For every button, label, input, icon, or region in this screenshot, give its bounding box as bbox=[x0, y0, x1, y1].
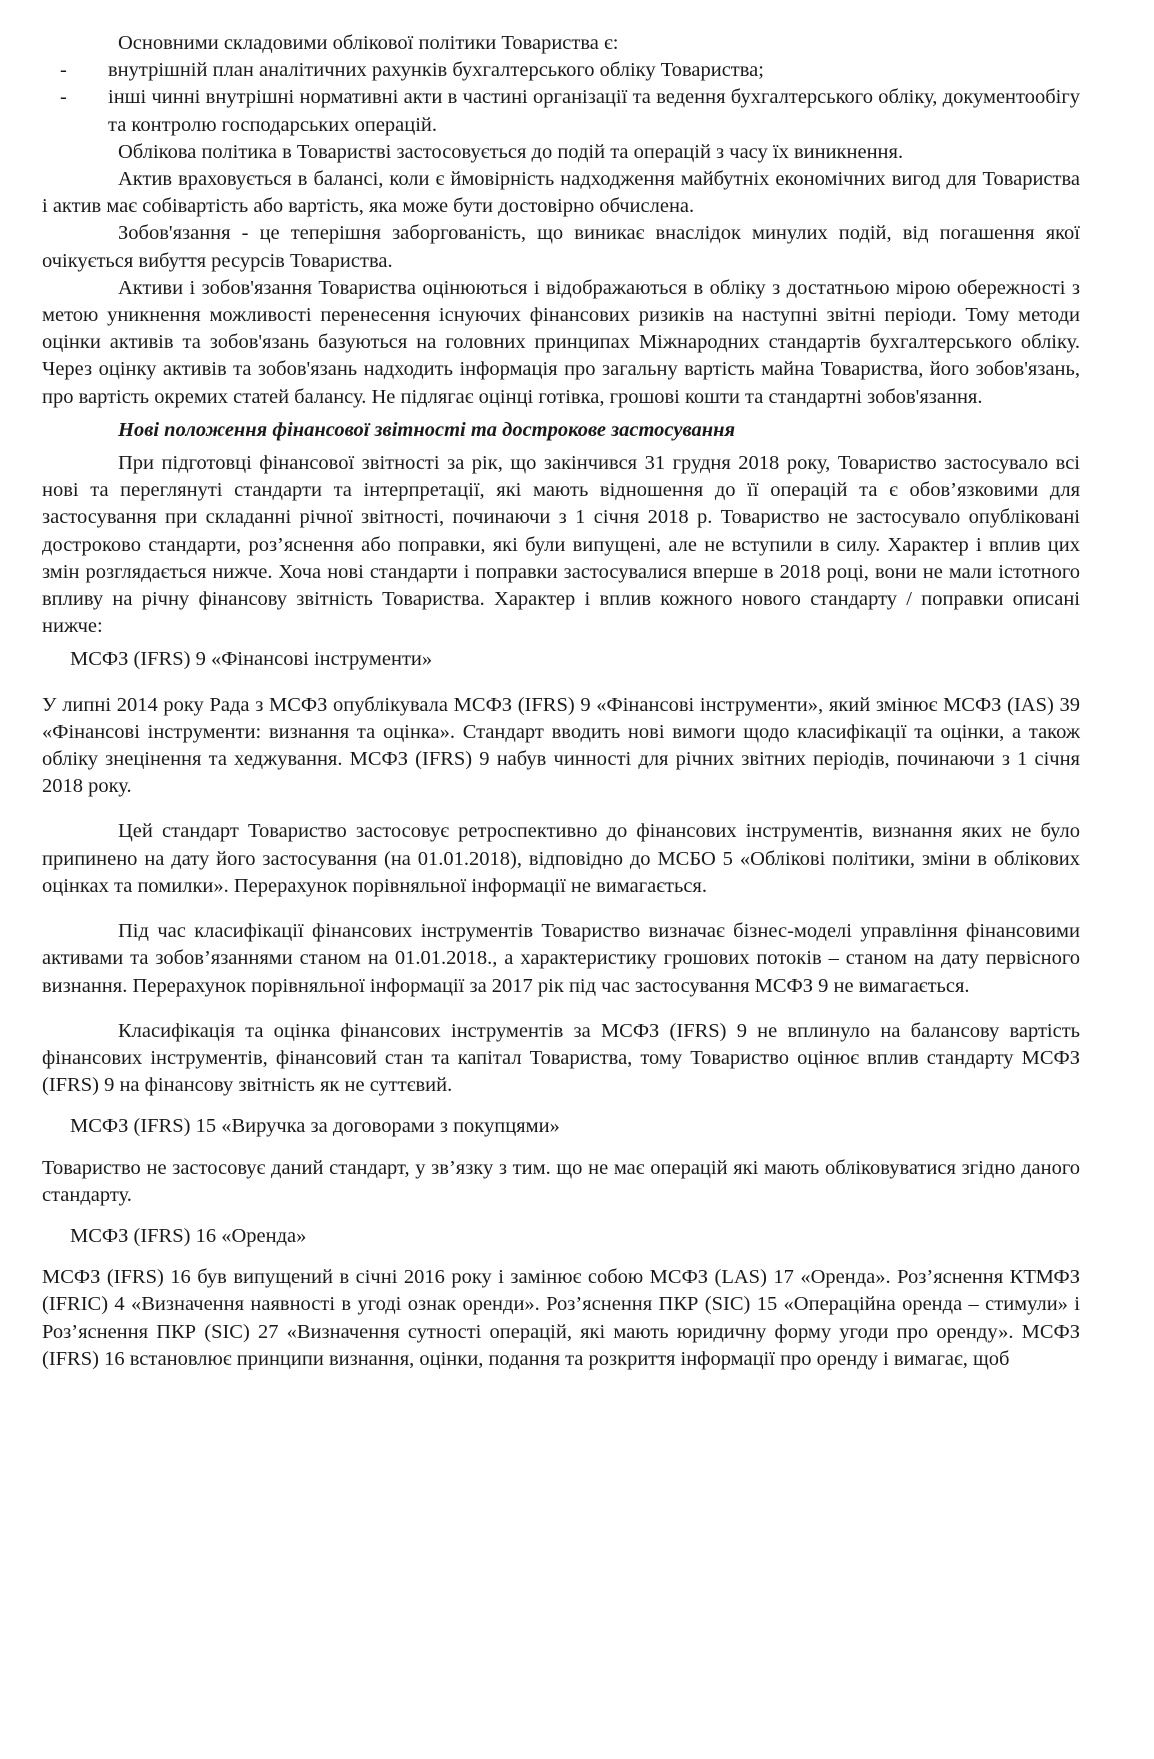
section-heading: Нові положення фінансової звітності та дострокове застосування bbox=[118, 418, 736, 441]
paragraph: Класифікація та оцінка фінансових інструментів за МСФЗ (IFRS) 9 не вплинуло на балансову вартість фінансових інструментів, фінансовий стан та капітал Товариства, тому Товариство оцінює вплив стандарту МСФЗ (IFRS) 9 на фінансову звітність як не суттєвий. bbox=[42, 1019, 1080, 1097]
paragraph: Товариство не застосовує даний стандарт, у зв’язку з тим. що не має операцій які мають обліковуватися згідно даного стандарту. bbox=[42, 1156, 1080, 1206]
standard-title: МСФЗ (IFRS) 9 «Фінансові інструменти» bbox=[70, 648, 433, 671]
paragraph-intro: Основними складовими облікової політики Товариства є: bbox=[118, 32, 619, 54]
paragraph: При підготовці фінансової звітності за рік, що закінчився 31 грудня 2018 року, Товариство застосувало всі нові та переглянуті стандарти та інтерпретації, які мають відношення до її операцій та є обов’язковими для застосування при складанні річної звітності, починаючи з 1 січня 2018 р. Товариство не застосувало опубліковані достроково стандарти, роз’яснення або поправки, які були випущені, але не вступили в силу. Характер і вплив цих змін розглядається нижче. Хоча нові стандарти і поправки застосувалися вперше в 2018 році, вони не мали істотного впливу на річну фінансову звітність Товариства. Характер і вплив кожного нового стандарту / поправки описані нижче: bbox=[42, 452, 1080, 638]
paragraph: Зобов'язання - це теперішня заборгованість, що виникає внаслідок минулих подій, від погашення якої очікується вибуття ресурсів Товариства. bbox=[42, 222, 1080, 272]
standard-title: МСФЗ (IFRS) 16 «Оренда» bbox=[70, 1224, 307, 1247]
list-item bbox=[42, 57, 1080, 84]
paragraph: Активи і зобов'язання Товариства оцінюються і відображаються в обліку з достатньою мірою обережності з метою уникнення можливості перенесення існуючих фінансових ризиків на наступні звітні періоди. Тому методи оцінки активів та зобов'язань базуються на головних принципах Міжнародних стандартів бухгалтерського обліку. Через оцінку активів та зобов'язань надходить інформація про загальну вартість майна Товариства, його зобов'язань, про вартість окремих статей балансу. Не підлягає оцінці готівка, грошові кошти та стандартні зобов'язання. bbox=[42, 276, 1080, 408]
standard-title: МСФЗ (IFRS) 15 «Виручка за договорами з покупцями» bbox=[70, 1115, 560, 1138]
bullet-marker: - bbox=[60, 86, 67, 109]
list-item-text: внутрішній план аналітичних рахунків бухгалтерського обліку Товариства; bbox=[108, 59, 764, 82]
paragraph: У липні 2014 року Рада з МСФЗ опублікувала МСФЗ (IFRS) 9 «Фінансові інструменти», який змінює МСФЗ (IAS) 39 «Фінансові інструменти: визнання та оцінка». Стандарт вводить нові вимоги щодо класифікації та оцінки, а також обліку знецінення та хеджування. МСФЗ (IFRS) 9 набув чинності для річних звітних періодів, починаючи з 1 січня 2018 року. bbox=[42, 693, 1080, 798]
paragraph: Цей стандарт Товариство застосовує ретроспективно до фінансових інструментів, визнання яких не було припинено на дату його застосування (на 01.01.2018), відповідно до МСБО 5 «Облікові політики, зміни в облікових оцінках та помилки». Перерахунок порівняльної інформації не вимагається. bbox=[42, 820, 1080, 897]
list-item bbox=[42, 84, 1080, 138]
paragraph: Актив враховується в балансі, коли є ймовірність надходження майбутніх економічних вигод для Товариства і актив має собівартість або вартість, яка може бути достовірно обчислена. bbox=[42, 168, 1080, 218]
bullet-marker: - bbox=[60, 59, 67, 82]
paragraph: Облікова політика в Товаристві застосовується до подій та операцій з часу їх виникнення. bbox=[118, 140, 904, 163]
list-item-text: інші чинні внутрішні нормативні акти в частині організації та ведення бухгалтерського обліку, документообігу та контролю господарських операцій. bbox=[108, 86, 1080, 136]
paragraph: Під час класифікації фінансових інструментів Товариство визначає бізнес-моделі управління фінансовими активами та зобов’язаннями станом на 01.01.2018., а характеристику грошових потоків – станом на дату первісного визнання. Перерахунок порівняльної інформації за 2017 рік під час застосування МСФЗ 9 не вимагається. bbox=[42, 920, 1080, 997]
paragraph: МСФЗ (IFRS) 16 був випущений в січні 2016 року і замінює собою МСФЗ (LAS) 17 «Оренда». Роз’яснення КТМФЗ (IFRIC) 4 «Визначення наявності в угоді ознак оренди». Роз’яснення ПКР (SIC) 15 «Операційна оренда – стимули» і Роз’яснення ПКР (SIC) 27 «Визначення сутності операцій, які мають юридичну форму угоди про оренду». МСФЗ (IFRS) 16 встановлює принципи визнання, оцінки, подання та розкриття інформації про оренду і вимагає, щоб bbox=[42, 1266, 1080, 1370]
